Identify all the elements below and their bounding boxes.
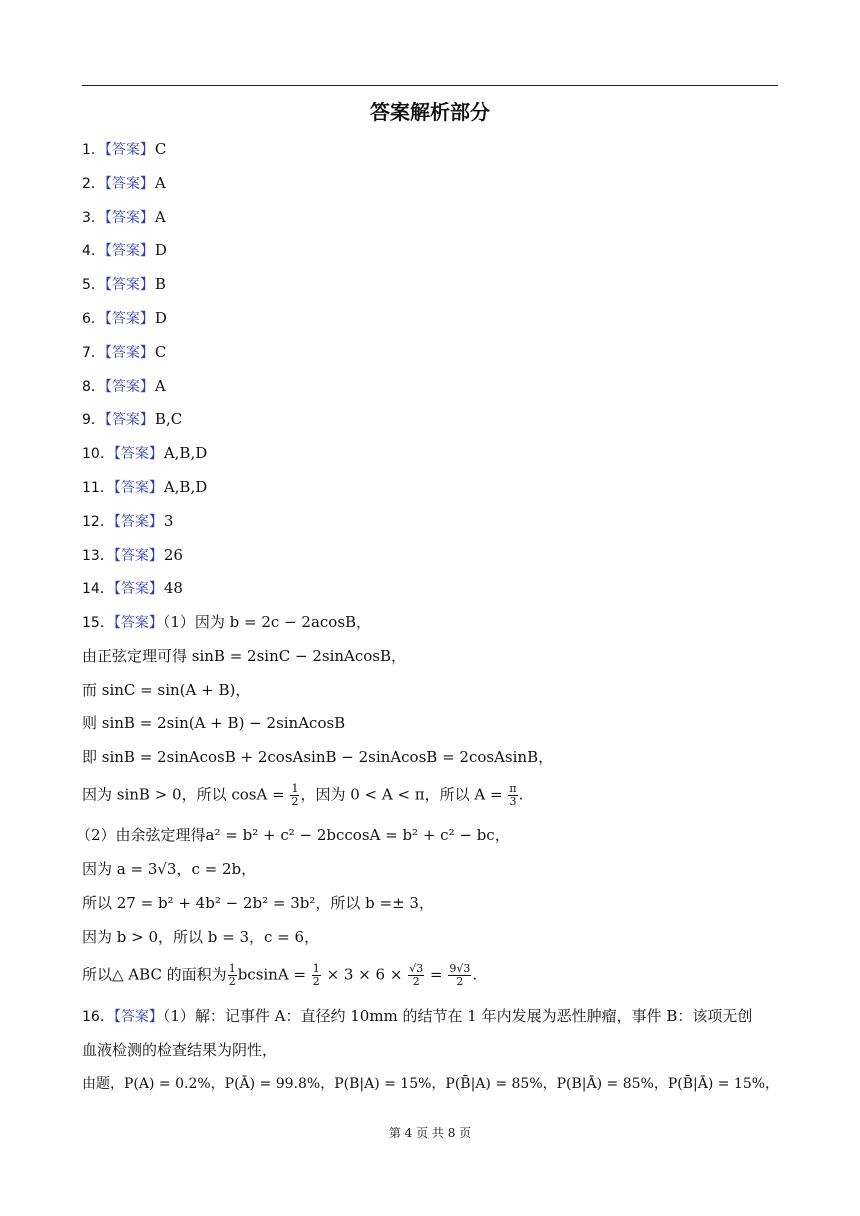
- answer-value: A: [154, 174, 166, 192]
- q16-line-3: 由题，P(A) = 0.2%，P(Ā) = 99.8%，P(B|A) = 15%，P(B̄|A) = 85%，P(B|Ā) = 85%，P(B̄|Ā) = 15%，: [82, 1076, 780, 1092]
- q15-line-2: 由正弦定理可得 sinB = 2sinC − 2sinAcosB，: [82, 647, 407, 665]
- answer-value: B,C: [154, 410, 183, 428]
- q15-text: （1）因为 b = 2c − 2acosB，: [162, 613, 372, 631]
- q15-line-9: 所以 27 = b² + 4b² − 2b² = 3b²，所以 b =± 3，: [82, 894, 434, 912]
- q15-line-1: [82, 612, 371, 633]
- page-footer: 第 4 页 共 8 页: [388, 1126, 472, 1140]
- q15-line-3: 而 sinC = sin(A + B)，: [82, 681, 251, 699]
- q15-range-text: ，因为 0 < A < π，所以 A =: [300, 785, 508, 804]
- answer-tag: 【答案】: [113, 581, 163, 597]
- answer-tag: 【答案】: [104, 243, 154, 259]
- answer-value: D: [154, 241, 167, 259]
- answer-tag: 【答案】: [113, 548, 163, 564]
- answer-value: A: [154, 208, 166, 226]
- answer-number: 2．: [82, 176, 105, 192]
- page-title: 答案解析部分: [370, 100, 490, 124]
- answer-row: [82, 207, 166, 228]
- q15-line-6: 因为 sinB > 0，所以 cosA = $\frac{1}{2}$ ，因为 0 < A < π，所以 A = $\frac{\pi}{3}$ .: [82, 782, 524, 808]
- answer-number: 10．: [82, 446, 114, 462]
- answer-tag: 【答案】: [104, 210, 154, 226]
- answer-row: [82, 308, 167, 329]
- answer-value: A,B,D: [163, 444, 208, 462]
- q15-line-11: 所以△ ABC 的面积为 $\frac{1}{2}$ bcsinA = $\frac{1}{2}$ × 3 × 6 × $\frac{√3}{2}$ = $\frac{9√3}{2}$ .: [82, 962, 478, 988]
- answer-row: [82, 376, 166, 397]
- q15-area-text: 所以△ ABC 的面积为: [82, 965, 227, 984]
- answer-row: [82, 173, 166, 194]
- answer-number: 13．: [82, 548, 114, 564]
- answer-tag: 【答案】: [113, 615, 163, 631]
- fraction-one-half: $\frac{1}{2}$: [291, 782, 299, 808]
- q16-line-1: [82, 1006, 752, 1027]
- answer-number: 6．: [82, 311, 105, 327]
- answer-row: [82, 409, 182, 430]
- answer-row: [82, 578, 183, 599]
- answer-row: [82, 274, 166, 295]
- q15-line-8: 因为 a = 3√3，c = 2b，: [82, 860, 257, 878]
- q15-line-7: （2）由余弦定理得a² = b² + c² − 2bccosA = b² + c² − bc，: [76, 826, 510, 844]
- answer-row: [82, 545, 183, 566]
- answer-row: [82, 240, 167, 261]
- answer-row: [82, 443, 207, 464]
- answer-row: [82, 477, 207, 498]
- q16-line-2: 血液检测的检查结果为阴性，: [82, 1041, 278, 1059]
- answer-number: 12．: [82, 514, 114, 530]
- answer-value: 26: [163, 546, 183, 564]
- fraction-area-3: $\frac{√3}{2}$: [409, 962, 424, 988]
- answer-number: 3．: [82, 210, 105, 226]
- answer-value: B: [154, 275, 166, 293]
- header-rule: [82, 85, 778, 86]
- fraction-area-1: $\frac{1}{2}$: [228, 962, 236, 988]
- answer-number: 5．: [82, 277, 105, 293]
- answer-tag: 【答案】: [113, 514, 163, 530]
- q15-number: 15．: [82, 615, 114, 631]
- answer-tag: 【答案】: [104, 379, 154, 395]
- answer-row: [82, 139, 166, 160]
- q15-line-4: 则 sinB = 2sin(A + B) − 2sinAcosB: [82, 714, 346, 732]
- answer-value: 48: [163, 579, 183, 597]
- answer-tag: 【答案】: [104, 277, 154, 293]
- answer-tag: 【答案】: [104, 142, 154, 158]
- answer-value: A,B,D: [163, 478, 208, 496]
- answer-value: 3: [163, 512, 174, 530]
- answer-row: [82, 511, 173, 532]
- fraction-pi-third: $\frac{\pi}{3}$: [509, 782, 517, 808]
- q15-line-10: 因为 b > 0，所以 b = 3，c = 6，: [82, 928, 320, 946]
- q15-cos-text: 因为 sinB > 0，所以 cosA =: [82, 785, 290, 804]
- answer-number: 4．: [82, 243, 105, 259]
- q16-number: 16．: [82, 1009, 114, 1025]
- answer-tag: 【答案】: [104, 345, 154, 361]
- fraction-area-2: $\frac{1}{2}$: [312, 962, 320, 988]
- q16-text: （1）解：记事件 A：直径约 10mm 的结节在 1 年内发展为恶性肿瘤，事件 B：该项无创: [162, 1007, 753, 1025]
- answer-number: 11．: [82, 480, 114, 496]
- answer-tag: 【答案】: [113, 480, 163, 496]
- answer-tag: 【答案】: [104, 176, 154, 192]
- answer-value: A: [154, 377, 166, 395]
- answer-value: C: [154, 343, 167, 361]
- q15-line-5: 即 sinB = 2sinAcosB + 2cosAsinB − 2sinAcosB = 2cosAsinB，: [82, 748, 554, 766]
- answer-tag: 【答案】: [104, 412, 154, 428]
- answer-number: 14．: [82, 581, 114, 597]
- answer-tag: 【答案】: [104, 311, 154, 327]
- answer-number: 9．: [82, 412, 105, 428]
- answer-tag: 【答案】: [113, 1009, 163, 1025]
- answer-tag: 【答案】: [113, 446, 163, 462]
- answer-number: 1．: [82, 142, 105, 158]
- answer-number: 7．: [82, 345, 105, 361]
- answer-number: 8．: [82, 379, 105, 395]
- answer-value: D: [154, 309, 167, 327]
- fraction-area-4: $\frac{9√3}{2}$: [449, 962, 471, 988]
- answer-row: [82, 342, 166, 363]
- answer-value: C: [154, 140, 167, 158]
